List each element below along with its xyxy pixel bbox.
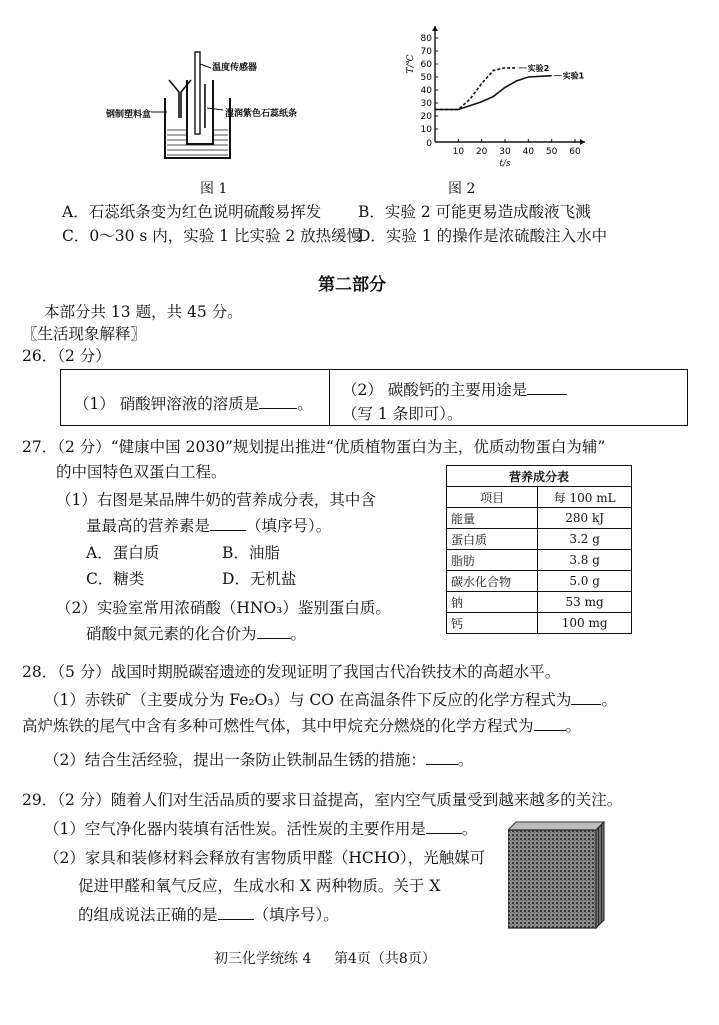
q29-p2-line1: （2）家具和装修材料会释放有害物质甲醛（HCHO），光触媒可: [44, 849, 486, 867]
option-a: A．石蕊纸条变为红色说明硫酸易挥发: [62, 203, 322, 221]
series-line-2: [435, 76, 552, 110]
q26-blank2[interactable]: [527, 380, 567, 395]
q27-opt-a: A．蛋白质: [86, 544, 160, 562]
section-intro: 本部分共 13 题，共 45 分。: [44, 303, 243, 321]
figure-1-caption: 图 1: [200, 181, 228, 197]
nutrition-item: 钠: [447, 592, 538, 613]
table-row: [447, 550, 632, 571]
q28-p1: （1）赤铁矿（主要成分为 Fe₂O₃）与 CO 在高温条件下反应的化学方程式为 。: [44, 691, 617, 709]
option-c: C．0～30 s 内，实验 1 比实验 2 放热缓慢: [62, 227, 363, 245]
y-tick-label: 10: [420, 125, 432, 135]
q26-head: 26．（2 分）: [22, 347, 111, 365]
x-axis-arrow: [580, 139, 585, 145]
container-label: 钢制塑料盒: [106, 110, 152, 120]
y-tick-label: 50: [420, 73, 432, 83]
q28-p2: （2）结合生活经验，提出一条防止铁制品生锈的措施： 。: [44, 751, 474, 769]
q27-blank1[interactable]: [210, 516, 246, 531]
q27-p1-line2: 量最高的营养素是 （填序号）。: [86, 517, 332, 535]
x-tick-label: 20: [475, 147, 488, 157]
nutrition-item: 钙: [447, 613, 538, 634]
series-label: 实验2: [527, 63, 550, 73]
q26-cell1: （1） 硝酸钾溶液的溶质是 。: [74, 395, 313, 413]
q29-p1: （1）空气净化器内装填有活性炭。活性炭的主要作用是 。: [44, 820, 478, 838]
q29-blank2[interactable]: [218, 905, 254, 920]
y-tick-label: 70: [420, 47, 432, 57]
q26-cell2-line1: （2） 碳酸钙的主要用途是: [342, 378, 567, 400]
q28-p1b: 高炉炼铁的尾气中含有多种可燃性气体，其中甲烷充分燃烧的化学方程式为 。: [22, 717, 582, 735]
x-tick-label: 50: [545, 147, 558, 157]
q27-p1-line1: （1）右图是某品牌牛奶的营养成分表，其中含: [56, 491, 376, 509]
y-tick-label: 40: [420, 86, 432, 96]
x-tick-label: 10: [452, 147, 465, 157]
q26-blank1[interactable]: [259, 394, 297, 409]
x-tick-label: 40: [522, 147, 535, 157]
q28-blank3[interactable]: [426, 750, 458, 765]
nutrition-item: 能量: [447, 508, 538, 529]
nutrition-title: 营养成分表: [447, 466, 632, 487]
q28-blank2[interactable]: [534, 716, 566, 731]
y-tick-label: 60: [420, 60, 432, 70]
q27-opt-d: D．无机盐: [222, 570, 297, 588]
q27-head: 27．（2 分）“健康中国 2030”规划提出推进“优质植物蛋白为主，优质动物蛋白为辅”: [22, 438, 606, 456]
nutrition-value: 3.8 g: [538, 550, 632, 571]
q27-opt-b: B．油脂: [222, 544, 280, 562]
nutrition-header-item: 项目: [447, 487, 538, 508]
figure-1-apparatus: [95, 40, 315, 170]
y-tick-label: 80: [420, 34, 432, 44]
section-title: 第二部分: [318, 275, 386, 295]
q29-p2-line3: 的组成说法正确的是 （填序号）。: [78, 906, 339, 924]
q28-head: 28．（5 分）战国时期脱碳窑遗迹的发现证明了我国古代冶铁技术的高超水平。: [22, 663, 561, 681]
q28-blank1[interactable]: [571, 690, 601, 705]
section-category: 〖生活现象解释〗: [22, 325, 147, 343]
x-tick-label: 30: [499, 147, 511, 157]
table-row: [447, 571, 632, 592]
y-axis-arrow: [432, 26, 438, 31]
table-row: [447, 529, 632, 550]
table-row: [447, 592, 632, 613]
nutrition-value: 3.2 g: [538, 529, 632, 550]
footer-right: 第4页（共8页）: [334, 951, 436, 967]
nutrition-item: 蛋白质: [447, 529, 538, 550]
sensor-label: 温度传感器: [212, 63, 258, 73]
q27-head2: 的中国特色双蛋白工程。: [56, 463, 227, 481]
footer-left: 初三化学统练 4: [214, 951, 312, 967]
y-tick-label: 20: [420, 112, 432, 122]
nutrition-header-row: [447, 487, 632, 508]
origin-label: 0: [426, 139, 432, 149]
nutrition-item: 碳水化合物: [447, 571, 538, 592]
q29-head: 29．（2 分）随着人们对生活品质的要求日益提高，室内空气质量受到越来越多的关注。: [22, 791, 623, 809]
q27-blank2[interactable]: [257, 624, 291, 639]
figure-2-caption: 图 2: [448, 181, 476, 197]
nutrition-item: 脂肪: [447, 550, 538, 571]
nutrition-table: [446, 465, 632, 634]
nutrition-header-value: 每 100 mL: [538, 487, 632, 508]
nutrition-value: 100 mg: [538, 613, 632, 634]
q27-p2-line1: （2）实验室常用浓硝酸（HNO₃）鉴别蛋白质。: [56, 599, 391, 617]
activated-carbon-filter-image: [508, 818, 606, 930]
nutrition-value: 280 kJ: [538, 508, 632, 529]
y-tick-label: 30: [420, 99, 432, 109]
y-axis-label: T/℃: [406, 54, 416, 74]
q29-blank1[interactable]: [426, 819, 462, 834]
litmus-label: 湿润紫色石蕊纸条: [225, 109, 298, 119]
x-tick-label: 60: [569, 147, 581, 157]
q29-p2-line2: 促进甲醛和氧气反应，生成水和 X 两种物质。关于 X: [78, 877, 441, 895]
x-axis-label: t/s: [499, 159, 511, 169]
q27-opt-c: C．糖类: [86, 570, 145, 588]
nutrition-title-row: [447, 466, 632, 487]
table-row: [447, 613, 632, 634]
nutrition-value: 53 mg: [538, 592, 632, 613]
q26-cell2-line2: （写 1 条即可）。: [342, 405, 463, 423]
q27-p2-line2: 硝酸中氮元素的化合价为 。: [86, 625, 307, 643]
table-row: [447, 508, 632, 529]
option-d: D．实验 1 的操作是浓硫酸注入水中: [358, 227, 608, 245]
temperature-time-chart: [405, 22, 595, 172]
series-label: 实验1: [562, 71, 585, 81]
nutrition-value: 5.0 g: [538, 571, 632, 592]
option-b: B．实验 2 可能更易造成酸液飞溅: [358, 203, 591, 221]
